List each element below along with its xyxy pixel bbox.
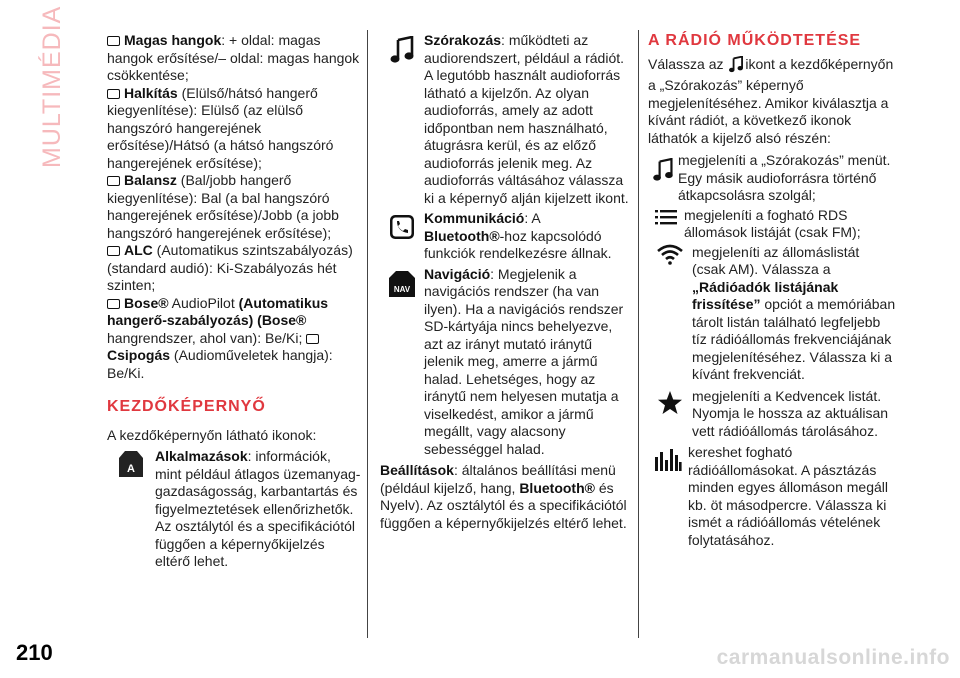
row-rds-list: megjeleníti a fogható RDS állomások listáját (csak FM); xyxy=(648,207,896,242)
item-balance: Balansz (Bal/jobb hangerő kiegyenlítése): Bal (a bal hangszóró hangerejének erősítése)/Jobb (a jobb hangszóró hangerejének erősítése); xyxy=(107,172,339,241)
item-alc: ALC (Automatikus szintszabályozás) (standard audió): Ki-Szabályozás hét szinten; xyxy=(107,242,353,293)
section-heading-radio: A RÁDIÓ MŰKÖDTETÉSE xyxy=(648,32,862,49)
row-scan: kereshet fogható rádióállomásokat. A pásztázás minden egyes állomáson megáll kb. öt másodpercre. Válassza ki ismét a rádióállomás vételének folytatásához. xyxy=(648,444,896,549)
item-fade: Halkítás (Elülső/hátsó hangerő kiegyenlítése): Elülső (az elülső hangszóró hangerejének erősítése)/Hátsó (a hátsó hangszóró hangerejének erősítése); xyxy=(107,84,334,171)
column-home-icons xyxy=(380,32,632,532)
svg-text:A: A xyxy=(127,463,135,475)
music-note-icon xyxy=(648,152,678,205)
watermark: carmanualsonline.info xyxy=(716,646,950,669)
radio-intro: Válassza az ikont a kezdőképernyőn a „Szórakozás” képernyő megjelenítéséhez. Amikor kiválasztja a kívánt rádiót, a következő ikonok láthatók a kijelző alsó részén: xyxy=(648,55,894,146)
page-number: 210 xyxy=(16,640,53,665)
checkbox-icon xyxy=(107,299,120,309)
item-treble: Magas hangok: + oldal: magas hangok erősítése/– oldal: magas hangok csökkentése; xyxy=(107,32,360,83)
svg-text:NAV: NAV xyxy=(393,284,411,294)
column-divider-right xyxy=(638,30,639,638)
column-divider-left xyxy=(367,30,368,638)
wireless-icon xyxy=(648,244,692,384)
row-navigation: NAV Navigáció: Megjelenik a navigációs rendszer (ha van ilyen). Ha a navigációs rendszer SD-kártyája nincs behelyezve, azt az irányt mutató iránytű jelenik meg, amerre a jármű halad. Lehetséges, hogy az iránytű nem helyesen mutatja a viselkedést, amikor a jármű megállt, vagy alacsony sebességgel halad. xyxy=(380,266,632,459)
music-note-icon xyxy=(380,32,424,207)
home-intro: A kezdőképernyőn látható ikonok: xyxy=(107,426,317,443)
row-apps: A Alkalmazások: információk, mint például átlagos üzemanyag-gazdaságosság, karbantartás és figyelmeztetések ellenőrizhetők. Az osztálytól és a specifikációtól függően a képernyőkijelzés eltérő lehet. xyxy=(107,448,361,571)
star-icon xyxy=(648,388,692,441)
checkbox-icon xyxy=(107,89,120,99)
row-entertainment: Szórakozás: működteti az audiorendszert, például a rádiót. A legutóbb használt audioforrás látható a kijelzőn. Az olyan audioforrás, amely az adott időpontban nem használható, átugrásra kerül, és az előző audioforrás jelenik meg. Az audioforrás váltásához válassza ki a képernyő alján kijelzett ikont. xyxy=(380,32,632,207)
checkbox-icon xyxy=(107,36,120,46)
section-heading-home: KEZDŐKÉPERNYŐ xyxy=(107,398,266,415)
row-communication: Kommunikáció: A Bluetooth®-hoz kapcsolódó funkciók rendelkezésre állnak. xyxy=(380,210,632,263)
row-settings: Beállítások: általános beállítási menü (például kijelző, hang, Bluetooth® és Nyelv). Az osztálytól és a specifikációtól függően a képernyőkijelzés eltérő lehet. xyxy=(380,462,627,531)
nav-icon xyxy=(380,266,424,459)
column-radio xyxy=(648,32,896,549)
item-bose: Bose® AudioPilot (Automatikus hangerő-szabályozás) (Bose® hangrendszer, ahol van): Be/Ki; Csipogás (Audioműveletek hangja): Be/Ki. xyxy=(107,294,333,381)
list-icon xyxy=(648,207,684,242)
scan-icon xyxy=(648,444,688,549)
checkbox-icon xyxy=(107,176,120,186)
checkbox-icon xyxy=(107,246,120,256)
row-radio-menu: megjeleníti a „Szórakozás” menüt. Egy másik audioforrásra történő átkapcsolásra szolgál; xyxy=(648,152,896,205)
row-station-list: megjeleníti az állomáslistát (csak AM). Válassza a „Rádióadók listájának frissítése” opciót a memóriában tárolt listán található legfeljebb tíz rádióállomás frekvenciájának megjelenítéséhez. Válassza ki a kívánt frekvenciát. xyxy=(648,244,896,384)
checkbox-icon xyxy=(306,334,319,344)
apps-icon xyxy=(107,448,155,571)
phone-icon xyxy=(380,210,424,263)
column-audio-settings xyxy=(107,32,361,571)
section-tab-label: MULTIMÉDIA xyxy=(38,5,66,168)
music-note-icon xyxy=(728,56,744,78)
section-tab xyxy=(38,5,82,168)
row-favourites: megjeleníti a Kedvencek listát. Nyomja le hossza az aktuálisan vett rádióállomás tárolásához. xyxy=(648,388,896,441)
